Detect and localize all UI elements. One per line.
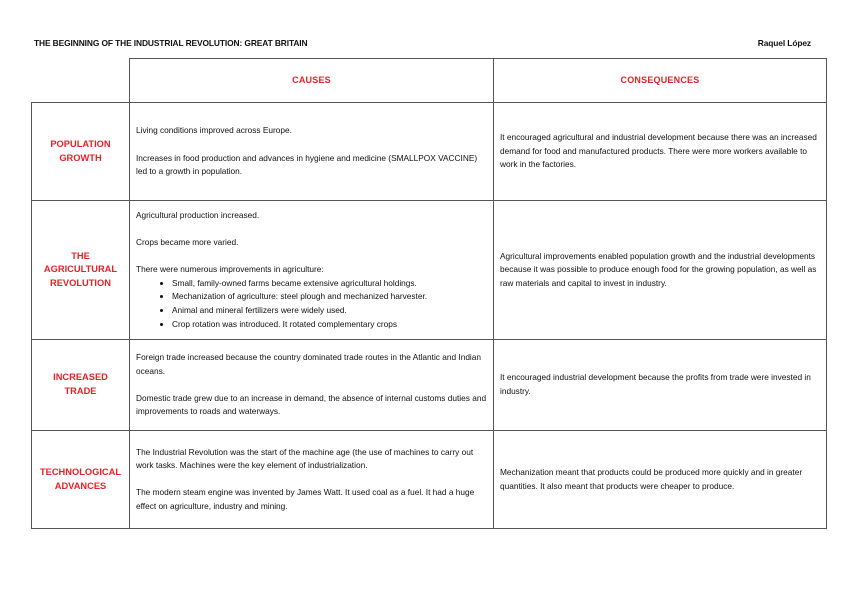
improvements-list: [136, 277, 487, 331]
cause-text: Agricultural production increased.: [136, 209, 260, 220]
cause-text: Foreign trade increased because the country dominated trade routes in the Atlantic and Indian oceans.: [136, 352, 482, 376]
cause-text: Increases in food production and advances in hygiene and medicine (SMALLPOX VACCINE) led to a growth in population.: [136, 152, 478, 177]
list-item: • Crop rotation was introduced. It rotated complementary crops: [172, 318, 487, 332]
cause-text: Domestic trade grew due to an increase in demand, the absence of internal customs duties and improvements to roads and waterways.: [136, 392, 487, 417]
table-row: [32, 431, 827, 529]
consequences-column-header: CONSEQUENCES: [494, 59, 827, 103]
cause-text: Crops became more varied.: [136, 237, 239, 248]
causes-cell: [130, 103, 494, 201]
row-label-population-growth: POPULATION GROWTH: [32, 103, 130, 201]
table-row: [32, 340, 827, 431]
author-name: Raquel López: [757, 38, 811, 48]
list-item: • Small, family-owned farms became extensive agricultural holdings.: [172, 277, 487, 291]
list-item: • Animal and mineral fertilizers were widely used.: [172, 304, 487, 318]
causes-cell: [130, 201, 494, 340]
consequence-cell: [494, 201, 827, 340]
table-row: [32, 201, 827, 340]
cause-text: There were numerous improvements in agriculture:: [136, 264, 324, 275]
consequence-cell: [494, 103, 827, 201]
cause-text: The Industrial Revolution was the start of the machine age (the use of machines to carry out work tasks. Machines were the key element of industrialization.: [136, 446, 474, 471]
causes-column-header: CAUSES: [130, 59, 494, 103]
causes-consequences-table: [31, 58, 827, 529]
consequence-text: Agricultural improvements enabled population growth and the industrial developments because it was possible to produce enough food for the growing population, as well as raw materials and capital to invest in industry.: [500, 250, 817, 288]
cause-text: The modern steam engine was invented by James Watt. It used coal as a fuel. It had a huge effect on agriculture, industry and mining.: [136, 487, 475, 511]
document-title: THE BEGINNING OF THE INDUSTRIAL REVOLUTION: GREAT BRITAIN: [34, 38, 308, 48]
row-label-technological-advances: TECHNOLOGICAL ADVANCES: [32, 431, 130, 529]
table-row: [32, 103, 827, 201]
consequence-text: It encouraged industrial development because the profits from trade were invested in industry.: [500, 372, 811, 396]
consequence-text: It encouraged agricultural and industrial development because there was an increased demand for food and manufactured products. There were more workers available to work in the factories.: [500, 132, 817, 170]
empty-corner-cell: [32, 59, 130, 103]
list-item: • Mechanization of agriculture: steel plough and mechanized harvester.: [172, 290, 487, 304]
causes-cell: [130, 340, 494, 431]
causes-cell: [130, 431, 494, 529]
row-label-agricultural-revolution: THE AGRICULTURAL REVOLUTION: [32, 201, 130, 340]
consequence-text: Mechanization meant that products could be produced more quickly and in greater quantities. It also meant that products were cheaper to produce.: [500, 466, 803, 491]
consequence-cell: [494, 340, 827, 431]
cause-text: Living conditions improved across Europe.: [136, 125, 292, 136]
consequence-cell: [494, 431, 827, 529]
row-label-increased-trade: INCREASED TRADE: [32, 340, 130, 431]
table-header-row: [32, 59, 827, 103]
